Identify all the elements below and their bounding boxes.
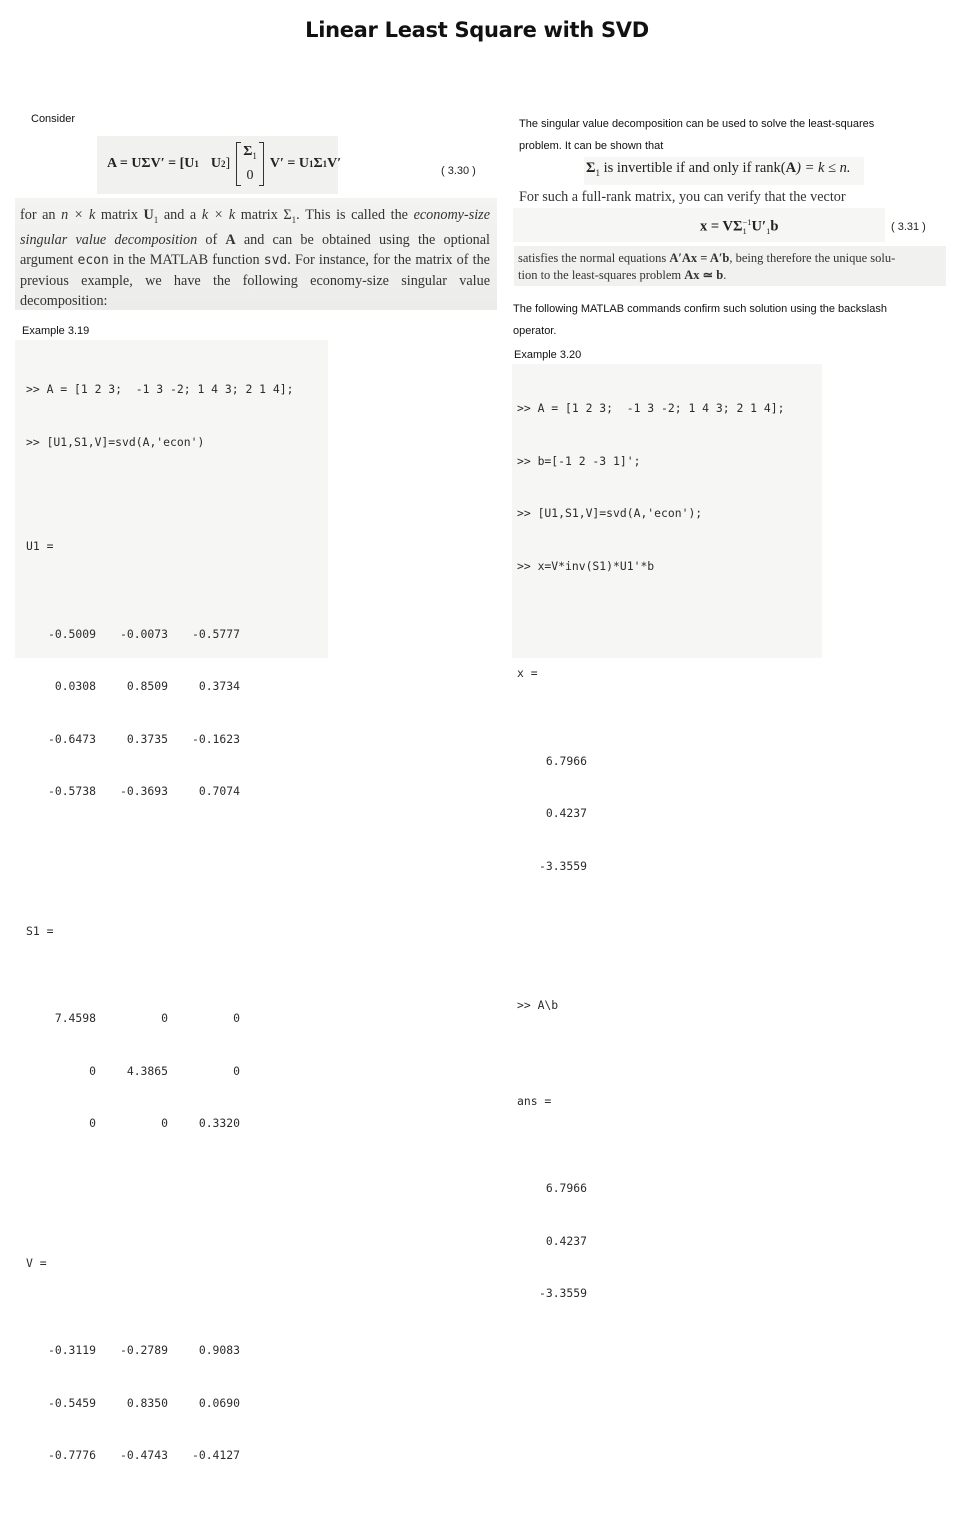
consider-label: Consider [31,113,76,125]
matrix-cell: -0.3693 [119,784,168,798]
math: ) = k ≤ n. [796,160,851,176]
eq-rhs: V′ [327,156,342,171]
example-3-19-label: Example 3.19 [22,325,90,337]
vector-row [517,1180,784,1198]
text: matrix [95,207,144,223]
equation-3-30: A = UΣV′ = [U 1 U 2 ] $\Sigma_1$ 0 V′ = U 1 Σ 1 V′ [107,146,341,182]
matrix-cell: 0.8350 [126,1395,168,1410]
example-3-20-label: Example 3.20 [514,349,582,361]
matrix-row [26,678,293,696]
ans-label: ans = [517,1093,552,1108]
equation-number-3-30: ( 3.30 ) [441,165,476,177]
vector-row [517,805,784,823]
math: Σ [586,160,596,176]
vector-row [517,858,784,876]
math-sub: 1 [291,214,297,225]
eq-lhs: A = UΣV′ = [U [107,156,195,171]
vector-cell: 6.7966 [545,753,587,768]
math-sub: 1 [766,226,771,237]
text: and can be obtained using the optional argument [20,231,490,268]
math: x = VΣ [700,218,743,235]
equation-number-3-31: ( 3.31 ) [891,221,926,233]
eq-zero: 0 [246,167,254,183]
matrix-row [26,1010,293,1028]
matrix-cell: 0.3735 [126,731,168,746]
eq-rhs: V′ = U [269,156,309,171]
matrix-cell: 0 [89,1116,96,1130]
full-rank-text: For such a full-rank matrix, you can verify that the vector [519,189,846,205]
example-3-19-code [26,346,293,1517]
svd-intro-text [519,113,874,157]
matrix-cell: 0 [233,1011,240,1025]
s1-label: S1 = [26,923,54,938]
eq-sub: 1 [322,159,328,169]
text-line [518,267,944,284]
math: A′Ax = A′b [669,251,730,265]
vector-cell: -3.3559 [538,858,587,873]
matrix-cell: -0.7776 [47,1448,96,1462]
eq-bracket-matrix [236,142,264,186]
text: . For instance, for the matrix of the previous example, we have the following economy-size singular value decomposition: [20,251,490,309]
v-matrix [26,1307,293,1500]
x-label: x = [517,666,538,680]
text: . This is called the [296,207,414,223]
matrix-cell: 0.0308 [54,679,96,693]
matrix-cell: -0.3119 [47,1343,96,1357]
command-line: >> x=V*inv(S1)*U1'*b [517,558,655,573]
text-line: operator. [513,325,557,337]
matrix-row [26,1395,293,1413]
eq-sub: 2 [221,159,226,169]
matrix-row [26,783,293,801]
vector-row [517,753,784,771]
matrix-cell: 0.9083 [198,1343,240,1357]
matrix-cell: -0.5738 [47,784,96,798]
invertible-statement [586,160,851,178]
command-line: >> b=[-1 2 -3 1]'; [517,453,641,468]
equation-3-31 [700,218,778,236]
matrix-row [26,1447,293,1465]
matrix-cell: -0.4127 [191,1448,240,1462]
matrix-cell: -0.2789 [119,1343,168,1357]
vector-cell: 6.7966 [545,1181,587,1195]
equation-3-31-scan [513,208,885,242]
text-line: problem. It can be shown that [519,140,664,152]
backslash-command: >> A\b [517,998,559,1012]
command-line: >> A = [1 2 3; -1 3 -2; 1 4 3; 2 1 4]; [517,401,785,415]
matrix-cell: -0.1623 [191,731,240,746]
text: is invertible if and only if rank( [599,160,786,176]
eq-sub: 1 [308,159,314,169]
eq-u2: U [210,156,222,171]
page-title: Linear Least Square with SVD [305,18,649,42]
matrix-cell: -0.5009 [47,626,96,641]
economy-svd-paragraph [20,205,490,311]
normal-equations-text [518,250,944,284]
s1-matrix [26,975,293,1168]
vector-cell: -3.3559 [538,1286,587,1300]
v-label: V = [26,1255,47,1270]
math-sub: 1 [742,226,747,236]
matrix-cell: 0.3320 [198,1116,240,1130]
matrix-row [26,1342,293,1360]
matrix-cell: 4.3865 [126,1063,168,1078]
text: of [197,231,226,248]
matrix-cell: -0.4743 [119,1448,168,1462]
matrix-cell: 0.7074 [198,784,240,798]
command-line: >> [U1,S1,V]=svd(A,'econ'); [517,506,703,520]
text: . [723,268,727,282]
matrix-cell: 7.4598 [54,1011,96,1025]
text: for an [20,207,62,223]
vector-row [517,1233,784,1251]
matrix-cell: 0.3734 [198,679,240,693]
math: U′ [751,218,767,235]
matrix-cell: -0.5777 [191,626,240,641]
vector-row [517,1285,784,1303]
matrix-row [26,626,293,644]
math: Ax ≃ b [684,268,724,282]
math: A [225,231,236,248]
text: in the MATLAB function [108,251,264,268]
command-line: >> A = [1 2 3; -1 3 -2; 1 4 3; 2 1 4]; [26,382,294,396]
u1-label: U1 = [26,539,54,553]
vector-cell: 0.4237 [545,1233,587,1248]
matrix-cell: -0.6473 [47,731,96,746]
math: A [785,160,797,176]
matrix-cell: 0 [161,1116,168,1130]
math: k × k [201,207,236,223]
eq-rhs: Σ [313,156,323,171]
math-sup: −1 [742,217,752,227]
math-sub: 1 [595,167,600,178]
matrix-cell: -0.0073 [119,626,168,641]
matrix-row [26,1063,293,1081]
matrix-row [26,1115,293,1133]
text: , being therefore the unique solu- [729,251,896,265]
eq-sub: 1 [252,150,257,161]
math: b [770,218,779,235]
text: tion to the least-squares problem [518,268,685,282]
x-values [517,718,784,911]
matrix-cell: 0 [233,1063,240,1078]
example-3-20-code [517,365,784,1355]
text-line: The singular value decomposition can be used to solve the least-squares [519,118,875,130]
matrix-cell: 0.0690 [198,1395,240,1410]
ans-values [517,1145,784,1338]
matrix-cell: 0 [161,1011,168,1025]
eq-sigma: Σ [243,144,253,160]
matrix-cell: -0.5459 [47,1395,96,1410]
matrix-row [26,731,293,749]
matrix-cell: 0 [89,1063,96,1078]
text: satisfies the normal equations [518,251,670,265]
math-sub: 1 [153,214,159,225]
math: n × k [61,207,96,223]
text-line: The following MATLAB commands confirm such solution using the backslash [513,303,887,315]
italic-term: economy-size singular value decomposition [20,207,490,248]
command-line: >> [U1,S1,V]=svd(A,'econ') [26,434,205,449]
text: matrix Σ [235,207,292,223]
code-econ: econ [77,252,109,268]
eq-sub: 1 [194,159,199,169]
matrix-cell: 0.8509 [126,679,168,693]
text: and a [158,207,202,223]
math: U [143,207,154,223]
text-line [518,250,944,267]
matlab-confirm-text [513,298,887,342]
code-svd: svd [263,252,288,268]
vector-cell: 0.4237 [545,806,587,820]
u1-matrix [26,591,293,836]
